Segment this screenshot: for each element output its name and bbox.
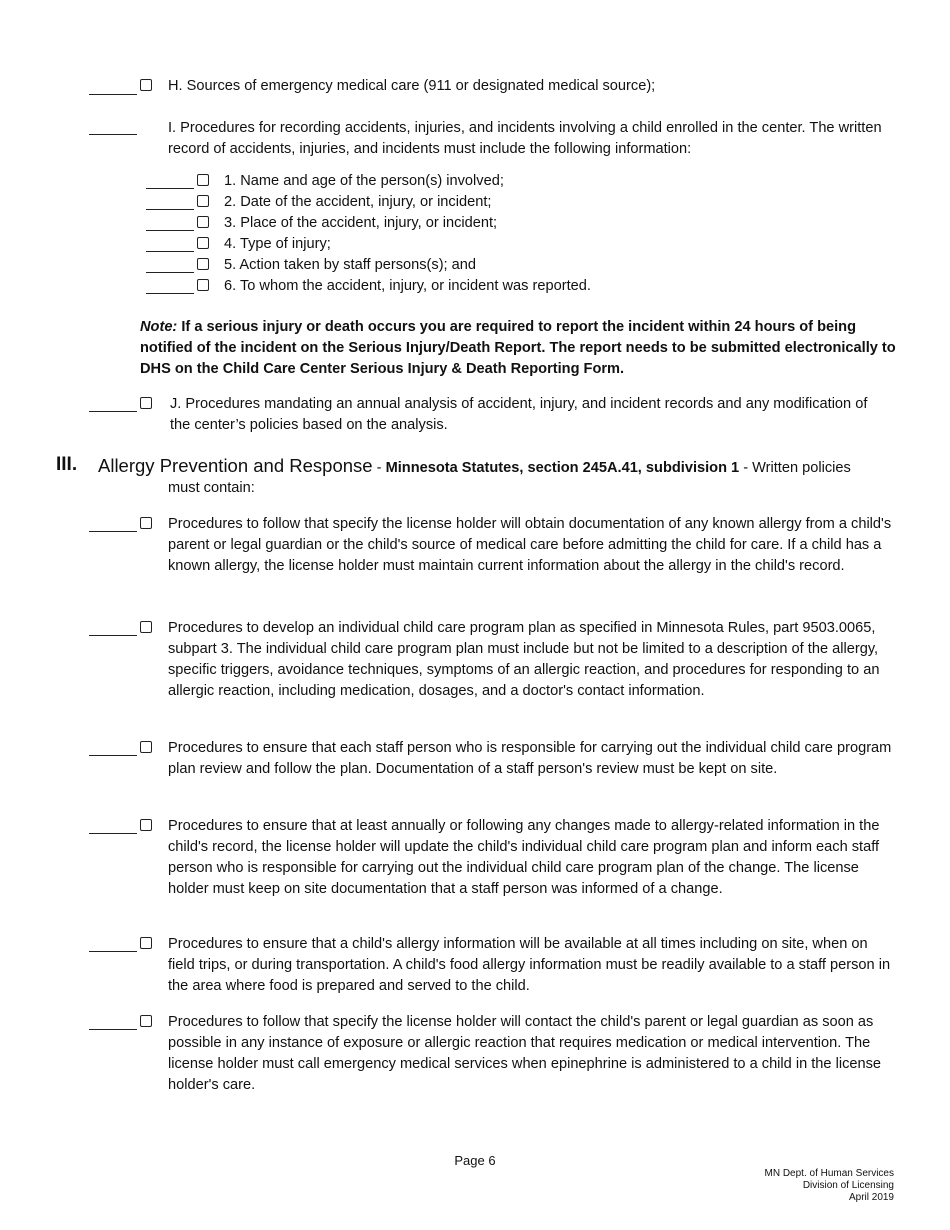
item-i2-text: 2. Date of the accident, injury, or incident; bbox=[224, 194, 492, 210]
checkbox-i5[interactable] bbox=[197, 258, 209, 270]
initial-blank-i5[interactable] bbox=[146, 272, 194, 273]
allergy-item-1-text: Procedures to follow that specify the license holder will obtain documentation of any known allergy from a child's parent or legal guardian or the child's source of medical care before admitting the child for care. If a child has a known allergy, the license holder must maintain current information about the allergy in the child's record. bbox=[168, 516, 892, 574]
checkbox-allergy-6[interactable] bbox=[140, 1015, 152, 1027]
checkbox-allergy-2[interactable] bbox=[140, 621, 152, 633]
initial-blank-i2[interactable] bbox=[146, 209, 194, 210]
serious-injury-note bbox=[140, 317, 900, 380]
initial-blank-i4[interactable] bbox=[146, 251, 194, 252]
item-h-text: H. Sources of emergency medical care (911 or designated medical source); bbox=[168, 78, 656, 94]
initial-blank-h[interactable] bbox=[89, 94, 137, 95]
checkbox-j[interactable] bbox=[140, 397, 152, 409]
note-label: Note: bbox=[140, 319, 178, 335]
section-separator-1: - bbox=[372, 460, 386, 476]
section-heading-continuation: must contain: bbox=[168, 480, 255, 496]
footer-org-line-2: Division of Licensing bbox=[802, 1180, 894, 1191]
checkbox-allergy-3[interactable] bbox=[140, 741, 152, 753]
checkbox-i3[interactable] bbox=[197, 216, 209, 228]
item-j-text: J. Procedures mandating an annual analysis of accident, injury, and incident records and any modification of the center’s policies based on the analysis. bbox=[170, 396, 868, 433]
checkbox-h[interactable] bbox=[140, 79, 152, 91]
initial-blank-i3[interactable] bbox=[146, 230, 194, 231]
checkbox-i6[interactable] bbox=[197, 279, 209, 291]
section-heading bbox=[98, 455, 898, 479]
allergy-item-2-text: Procedures to develop an individual child care program plan as specified in Minnesota Rules, part 9503.0065, subpart 3. The individual child care program plan must include but not be limited to a description of the allergy, specific triggers, avoidance techniques, symptoms of an allergic reaction, and procedures for responding to an allergic reaction, including medication, dosages, and a doctor's contact information. bbox=[168, 620, 880, 699]
checkbox-allergy-1[interactable] bbox=[140, 517, 152, 529]
item-i4-text: 4. Type of injury; bbox=[224, 236, 331, 252]
initial-blank-allergy-4[interactable] bbox=[89, 833, 137, 834]
item-i-text: I. Procedures for recording accidents, injuries, and incidents involving a child enrolled in the center. The written record of accidents, injuries, and incidents must include the following information: bbox=[168, 120, 882, 157]
initial-blank-allergy-5[interactable] bbox=[89, 951, 137, 952]
section-law-reference: Minnesota Statutes, section 245A.41, subdivision 1 bbox=[385, 460, 740, 476]
item-i3-text: 3. Place of the accident, injury, or incident; bbox=[224, 215, 498, 231]
initial-blank-allergy-3[interactable] bbox=[89, 755, 137, 756]
initial-blank-i1[interactable] bbox=[146, 188, 194, 189]
checkbox-i1[interactable] bbox=[197, 174, 209, 186]
item-i1-text: 1. Name and age of the person(s) involved; bbox=[224, 173, 504, 189]
initial-blank-allergy-2[interactable] bbox=[89, 635, 137, 636]
allergy-item-3-text: Procedures to ensure that each staff person who is responsible for carrying out the individual child care program plan review and follow the plan. Documentation of a staff person's review must be kept on site. bbox=[168, 740, 892, 777]
footer-org-block bbox=[765, 1168, 895, 1204]
checkbox-allergy-5[interactable] bbox=[140, 937, 152, 949]
page-number: Page 6 bbox=[454, 1153, 496, 1168]
footer-org-line-3: April 2019 bbox=[848, 1192, 894, 1203]
allergy-item-6-text: Procedures to follow that specify the license holder will contact the child's parent or legal guardian as soon as possible in any instance of exposure or allergic reaction that requires medication or medical intervention. The license holder must call emergency medical services when epinephrine is administered to a child in the license holder's care. bbox=[168, 1014, 882, 1093]
initial-blank-allergy-6[interactable] bbox=[89, 1029, 137, 1030]
checkbox-allergy-4[interactable] bbox=[140, 819, 152, 831]
section-separator-2: - Written policies bbox=[739, 460, 851, 476]
item-i5-text: 5. Action taken by staff persons(s); and bbox=[224, 257, 477, 273]
section-number: III. bbox=[56, 454, 78, 475]
item-i6-text: 6. To whom the accident, injury, or incident was reported. bbox=[224, 278, 591, 294]
allergy-item-4-text: Procedures to ensure that at least annually or following any changes made to allergy-related information in the child's record, the license holder will update the child's individual child care program plan and inform each staff person who is responsible for carrying out the individual child care program plan of the change. The license holder must keep on site documentation that a staff person was informed of a change. bbox=[168, 818, 880, 897]
footer-org-line-1: MN Dept. of Human Services bbox=[764, 1168, 894, 1179]
initial-blank-i[interactable] bbox=[89, 134, 137, 135]
checkbox-i2[interactable] bbox=[197, 195, 209, 207]
checkbox-i4[interactable] bbox=[197, 237, 209, 249]
initial-blank-j[interactable] bbox=[89, 411, 137, 412]
allergy-item-5-text: Procedures to ensure that a child's allergy information will be available at all times including on site, when on field trips, or during transportation. A child's food allergy information must be readily available to a staff person in the area where food is prepared and served to the child. bbox=[168, 936, 891, 994]
initial-blank-i6[interactable] bbox=[146, 293, 194, 294]
note-text: If a serious injury or death occurs you are required to report the incident within 24 hours of being notified of the incident on the Serious Injury/Death Report. The report needs to be submitted electronically to DHS on the Child Care Center Serious Injury & Death Reporting Form. bbox=[140, 319, 896, 377]
initial-blank-allergy-1[interactable] bbox=[89, 531, 137, 532]
section-title: Allergy Prevention and Response bbox=[98, 455, 373, 476]
